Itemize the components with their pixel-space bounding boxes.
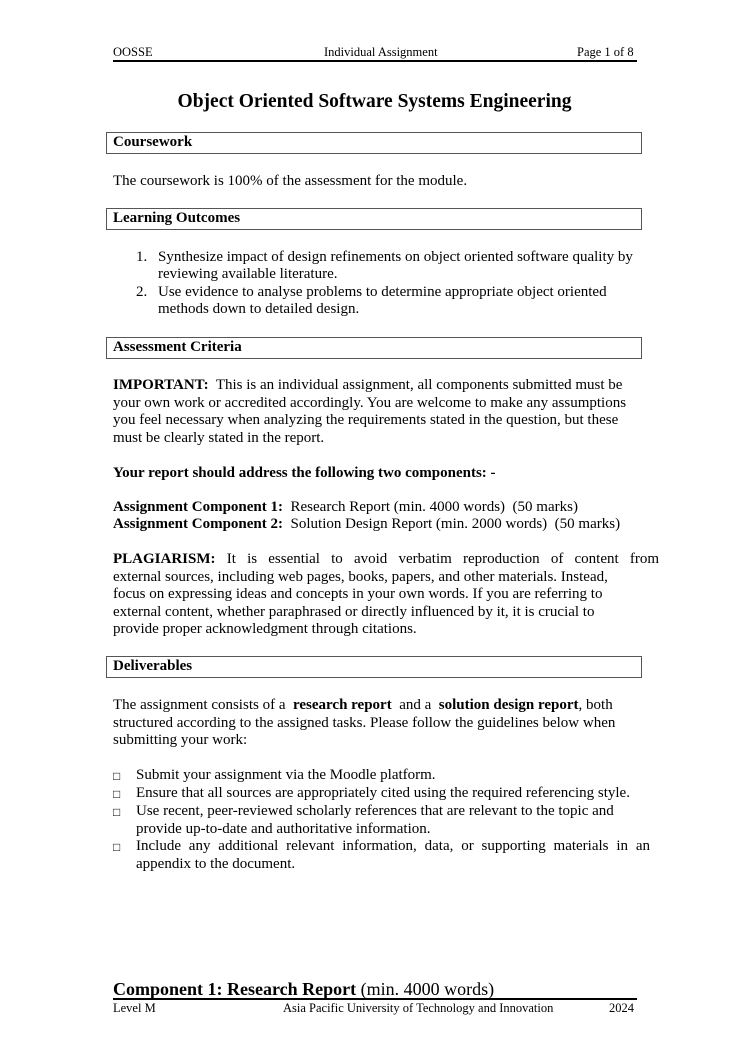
important-line: your own work or accredited accordingly. You are welcome to make any assumptions <box>113 395 627 411</box>
important-label: IMPORTANT: <box>113 377 209 393</box>
page-title: Object Oriented Software Systems Engineering <box>177 91 572 112</box>
component-1-label: Assignment Component 1: <box>113 499 284 515</box>
assessment-heading: Assessment Criteria <box>113 339 242 355</box>
plagiarism-line: provide proper acknowledgment through citations. <box>113 621 417 637</box>
component-1-heading-normal: (min. 4000 words) <box>356 979 495 999</box>
header-page-number: Page 1 of 8 <box>577 45 634 59</box>
checkbox-bullet-icon: □ <box>113 787 121 801</box>
research-report-term: research report <box>292 697 392 713</box>
coursework-text: The coursework is 100% of the assessment for the module. <box>113 173 468 189</box>
plagiarism-text: It is essential to avoid verbatim reproduction of content from <box>226 551 660 567</box>
header-rule <box>113 60 637 62</box>
outcome-number: 1. <box>136 249 148 265</box>
guideline-item: Include any additional relevant information, data, or supporting materials in an <box>136 838 650 854</box>
deliverables-text: , both <box>578 697 613 713</box>
component-1-heading-bold: Component 1: Research Report <box>113 979 357 999</box>
important-line <box>113 377 622 395</box>
guideline-item: Submit your assignment via the Moodle platform. <box>136 767 436 783</box>
component-1-heading <box>113 979 494 999</box>
deliverables-text: and a <box>395 697 436 713</box>
deliverables-line: submitting your work: <box>113 732 248 748</box>
checkbox-bullet-icon: □ <box>113 805 121 819</box>
deliverables-heading-box <box>106 656 642 678</box>
assessment-heading-box <box>106 337 642 359</box>
checkbox-bullet-icon: □ <box>113 840 121 854</box>
deliverables-line: structured according to the assigned tasks. Please follow the guidelines below when <box>113 715 616 731</box>
component-2-line <box>113 516 620 534</box>
guideline-item-cont: appendix to the document. <box>136 856 296 872</box>
plagiarism-line: external sources, including web pages, books, papers, and other materials. Instead, <box>113 569 608 585</box>
header-module-code: OOSSE <box>113 45 153 59</box>
outcome-line: Use evidence to analyse problems to determine appropriate object oriented <box>158 284 607 300</box>
outcome-number: 2. <box>136 284 148 300</box>
header-doc-type: Individual Assignment <box>324 45 438 59</box>
outcome-line: methods down to detailed design. <box>158 301 360 317</box>
deliverables-heading: Deliverables <box>113 658 193 674</box>
guideline-item-cont: provide up-to-date and authoritative information. <box>136 821 431 837</box>
footer-university: Asia Pacific University of Technology and Innovation <box>283 1001 554 1015</box>
plagiarism-line: focus on expressing ideas and concepts in your own words. If you are referring to <box>113 586 603 602</box>
deliverables-intro-line <box>113 697 613 715</box>
important-line: you feel necessary when analyzing the requirements stated in the question, but these <box>113 412 619 428</box>
guideline-item: Use recent, peer-reviewed scholarly references that are relevant to the topic and <box>136 803 614 819</box>
deliverables-text: The assignment consists of a <box>113 697 290 713</box>
footer-year: 2024 <box>609 1001 634 1015</box>
learning-outcomes-heading: Learning Outcomes <box>113 210 241 226</box>
important-line: must be clearly stated in the report. <box>113 430 325 446</box>
footer-level: Level M <box>113 1001 156 1015</box>
checkbox-bullet-icon: □ <box>113 769 121 783</box>
important-text: This is an individual assignment, all components submitted must be <box>215 377 623 393</box>
component-2-label: Assignment Component 2: <box>113 516 284 532</box>
components-intro: Your report should address the following two components: - <box>113 465 496 481</box>
learning-outcomes-heading-box <box>106 208 642 230</box>
coursework-heading-box <box>106 132 642 154</box>
solution-design-term: solution design report <box>438 697 579 713</box>
component-1-text: Research Report (min. 4000 words) (50 marks) <box>290 499 578 515</box>
outcome-line: reviewing available literature. <box>158 266 338 282</box>
plagiarism-line: external content, whether paraphrased or directly influenced by it, it is crucial to <box>113 604 595 620</box>
plagiarism-line <box>113 551 659 569</box>
plagiarism-label: PLAGIARISM: <box>113 551 216 567</box>
footer-rule <box>113 998 637 1000</box>
outcome-line: Synthesize impact of design refinements on object oriented software quality by <box>158 249 633 265</box>
guideline-item: Ensure that all sources are appropriately cited using the required referencing style. <box>136 785 630 801</box>
component-2-text: Solution Design Report (min. 2000 words) (50 marks) <box>290 516 621 532</box>
coursework-heading: Coursework <box>113 134 193 150</box>
component-1-line <box>113 499 578 517</box>
